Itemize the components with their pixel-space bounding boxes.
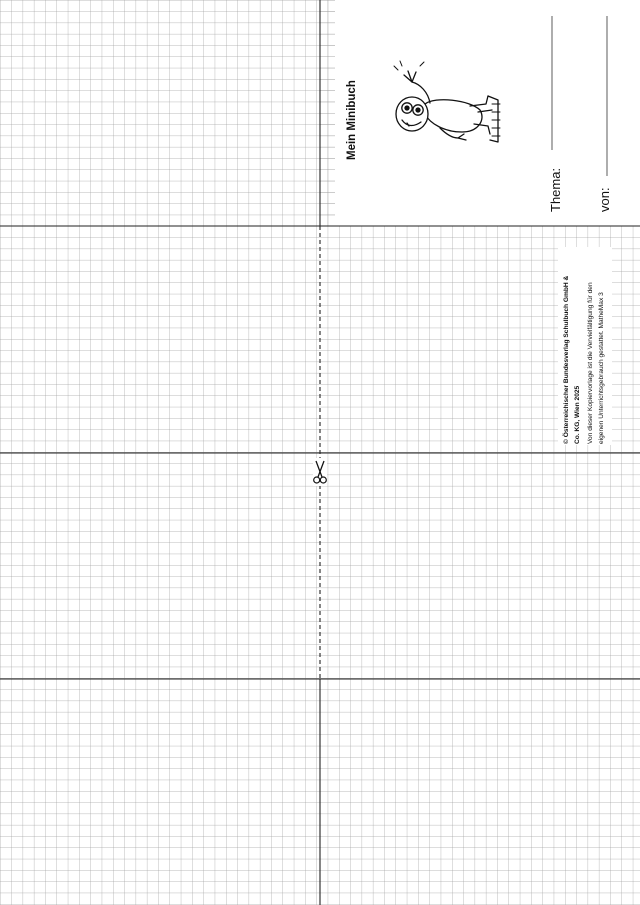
copyright-line-1: © Österreichischer Bundesverlag Schulbuch GmbH & [563,275,570,444]
von-label: von: [597,187,612,212]
cover-title: Mein Minibuch [346,80,358,160]
copyright-line-3: Von dieser Kopiervorlage ist die Vervielfältigung für den [587,282,594,444]
copyright-line-4: eigenen Unterrichtsgebrauch gestattet. MatheMax 3 [598,292,605,444]
copyright-line-2: Co. KG, Wien 2025 [574,385,581,444]
thema-label: Thema: [548,167,563,212]
cover-panel-left-strip [320,0,335,226]
scissors-icon [313,458,327,486]
cover-panel [335,0,640,226]
